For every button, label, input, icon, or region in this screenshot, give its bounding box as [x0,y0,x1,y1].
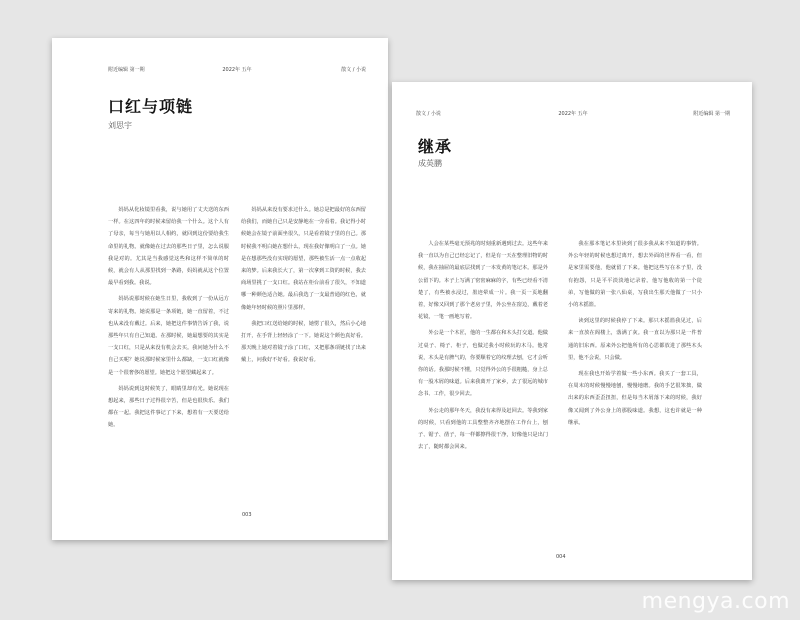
paragraph: 现在我也开始学着做一些小东西。我买了一套工具，在周末的时候慢慢地刨，慢慢地磨。我的手艺很笨拙，做出来的东西歪歪扭扭，但是每当木屑落下来的时候，我好像又闻到了外公身上的那股味道。我想，这也许就是一种继承。 [568,371,702,426]
article-page-right [392,82,752,580]
paragraph: 妈妈说到这时候笑了，眼睛里却有光。她说现在想起来，那些日子过得很辛苦，但是也很快乐。我们都在一起。我把这件事记了下来，想着有一天要送给她。 [108,385,229,429]
article-title: 口红与项链 [108,97,194,116]
running-header [416,110,730,122]
paragraph: 外公走的那年冬天，我没有来得及赶回去。等我到家的时候，只看到他的工具整整齐齐地摆在工作台上，刨子、锯子、凿子，每一样都擦得很干净，好像他只是出门去了，随时都会回来。 [418,407,548,451]
paragraph: 妈妈从化妆镜里看我，说与她用了丈夫送的东西一样。在这四年的时候来留给我一个什么。这个人有了母亲，每当与她用以人相约，就回到这份要给我生命里的礼物。就像她在过去的那些日子里，怎么说服我是对的。尤其是当我感觉这些和这样不简单的时候，就会有人从那里找到一条路，妈妈就从这个位置最早看到我。我说。 [108,207,229,287]
body-column-left [418,238,548,453]
article-title: 继承 [418,137,453,156]
paragraph: 我把口红送给她的时候，她愣了很久，然后小心地打开，在手背上轻轻涂了一下。她说这个颜色真好看。那天晚上她对着镜子涂了口红，又把那条项链找了出来戴上，问我好不好看。我说好看。 [241,320,366,364]
paragraph: 读到这里的时候我停了下来。那只木摇篮我见过，后来一直放在阁楼上，落满了灰。我一直以为那只是一件普通的旧东西。原来外公把他所有的心思都放进了那些木头里，他不会说，只会做。 [568,318,702,361]
running-header [108,66,366,78]
paragraph: 我在那本笔记本里读到了很多我从来不知道的事情。外公年轻的时候也想过离开，想去外面的世界看一看，但是家里需要他，他就留了下来。他把这些写在本子里，没有抱怨，只是平平淡淡地记录着。他写他收的第一个徒弟，写他做的第一张八仙桌，写我出生那天他做了一只小小的木摇篮。 [568,241,702,309]
header-left-text: 附近编辑 第一期 [108,67,145,73]
header-right-text: 附近编辑 第一期 [693,111,730,117]
paragraph: 人会在某些毫无预兆的时刻重新遇到过去。这些年来我一直以为自己已经忘记了，但是有一天在整理旧物的时候，我在抽屉的最底层找到了一本发黄的笔记本。那是外公留下的。本子上写满了密密麻麻的字，有些已经看不清楚了，有些被水浸过，墨迹晕成一片。我一页一页地翻着，好像又回到了那个老房子里，外公坐在窗边，戴着老花镜，一笔一画地写着。 [418,241,548,321]
body-column-right [568,238,702,429]
article-page-left [52,38,388,540]
paragraph: 外公是一个木匠，他的一生都在和木头打交道。他做过桌子、椅子、柜子，也做过我小时候玩的木马。他常说，木头是有脾气的，你要顺着它的纹理去刨，它才会听你的话。我那时候不懂，只觉得外公的手很粗糙，身上总有一股木屑的味道。后来我离开了家乡，去了很远的城市念书、工作，很少回去。 [418,330,548,398]
body-column-right [241,204,366,367]
paragraph: 妈妈从来没有要求过什么。她总是把最好的东西留给我们，而她自己只是安静地在一旁看着。我记得小时候她会在镜子前面坐很久，只是看着镜子里的自己。那时候我不明白她在想什么，现在我好像明白了一点。她是在想那些没有实现的愿望，那些被生活一点一点收起来的梦。后来我长大了，第一次拿到工资的时候，我去商场里挑了一支口红。我站在柜台前看了很久，不知道哪一种颜色适合她。最后我选了一支最普通的红色，就像她年轻时候的照片里那样。 [241,207,366,311]
header-center-text: 2022年 五年 [558,111,588,117]
page-number: 004 [556,554,566,560]
header-right-text: 散文 / 小说 [341,67,366,73]
header-center-text: 2022年 五年 [222,67,252,73]
body-column-left [108,204,229,432]
article-author: 刘思宇 [108,121,132,130]
paragraph: 妈妈说那时候在她生日里，我收到了一份从远方寄来的礼物。她说那是一条项链，她一直留着，不过也从来没有戴过。后来，她把这件事情告诉了我，说那些年只有自己知道。在那时候，她最想要的其实是一支口红，只是从来没有机会去买。我问她为什么不自己买呢？她说那时候家里什么都缺，一支口红就像是一个很奢侈的愿望。她把这个愿望藏起来了。 [108,296,229,376]
header-left-text: 散文 / 小说 [416,111,441,117]
watermark: mengya.com [641,589,790,614]
page-number: 003 [242,512,252,518]
article-author: 成英鹏 [418,159,442,168]
